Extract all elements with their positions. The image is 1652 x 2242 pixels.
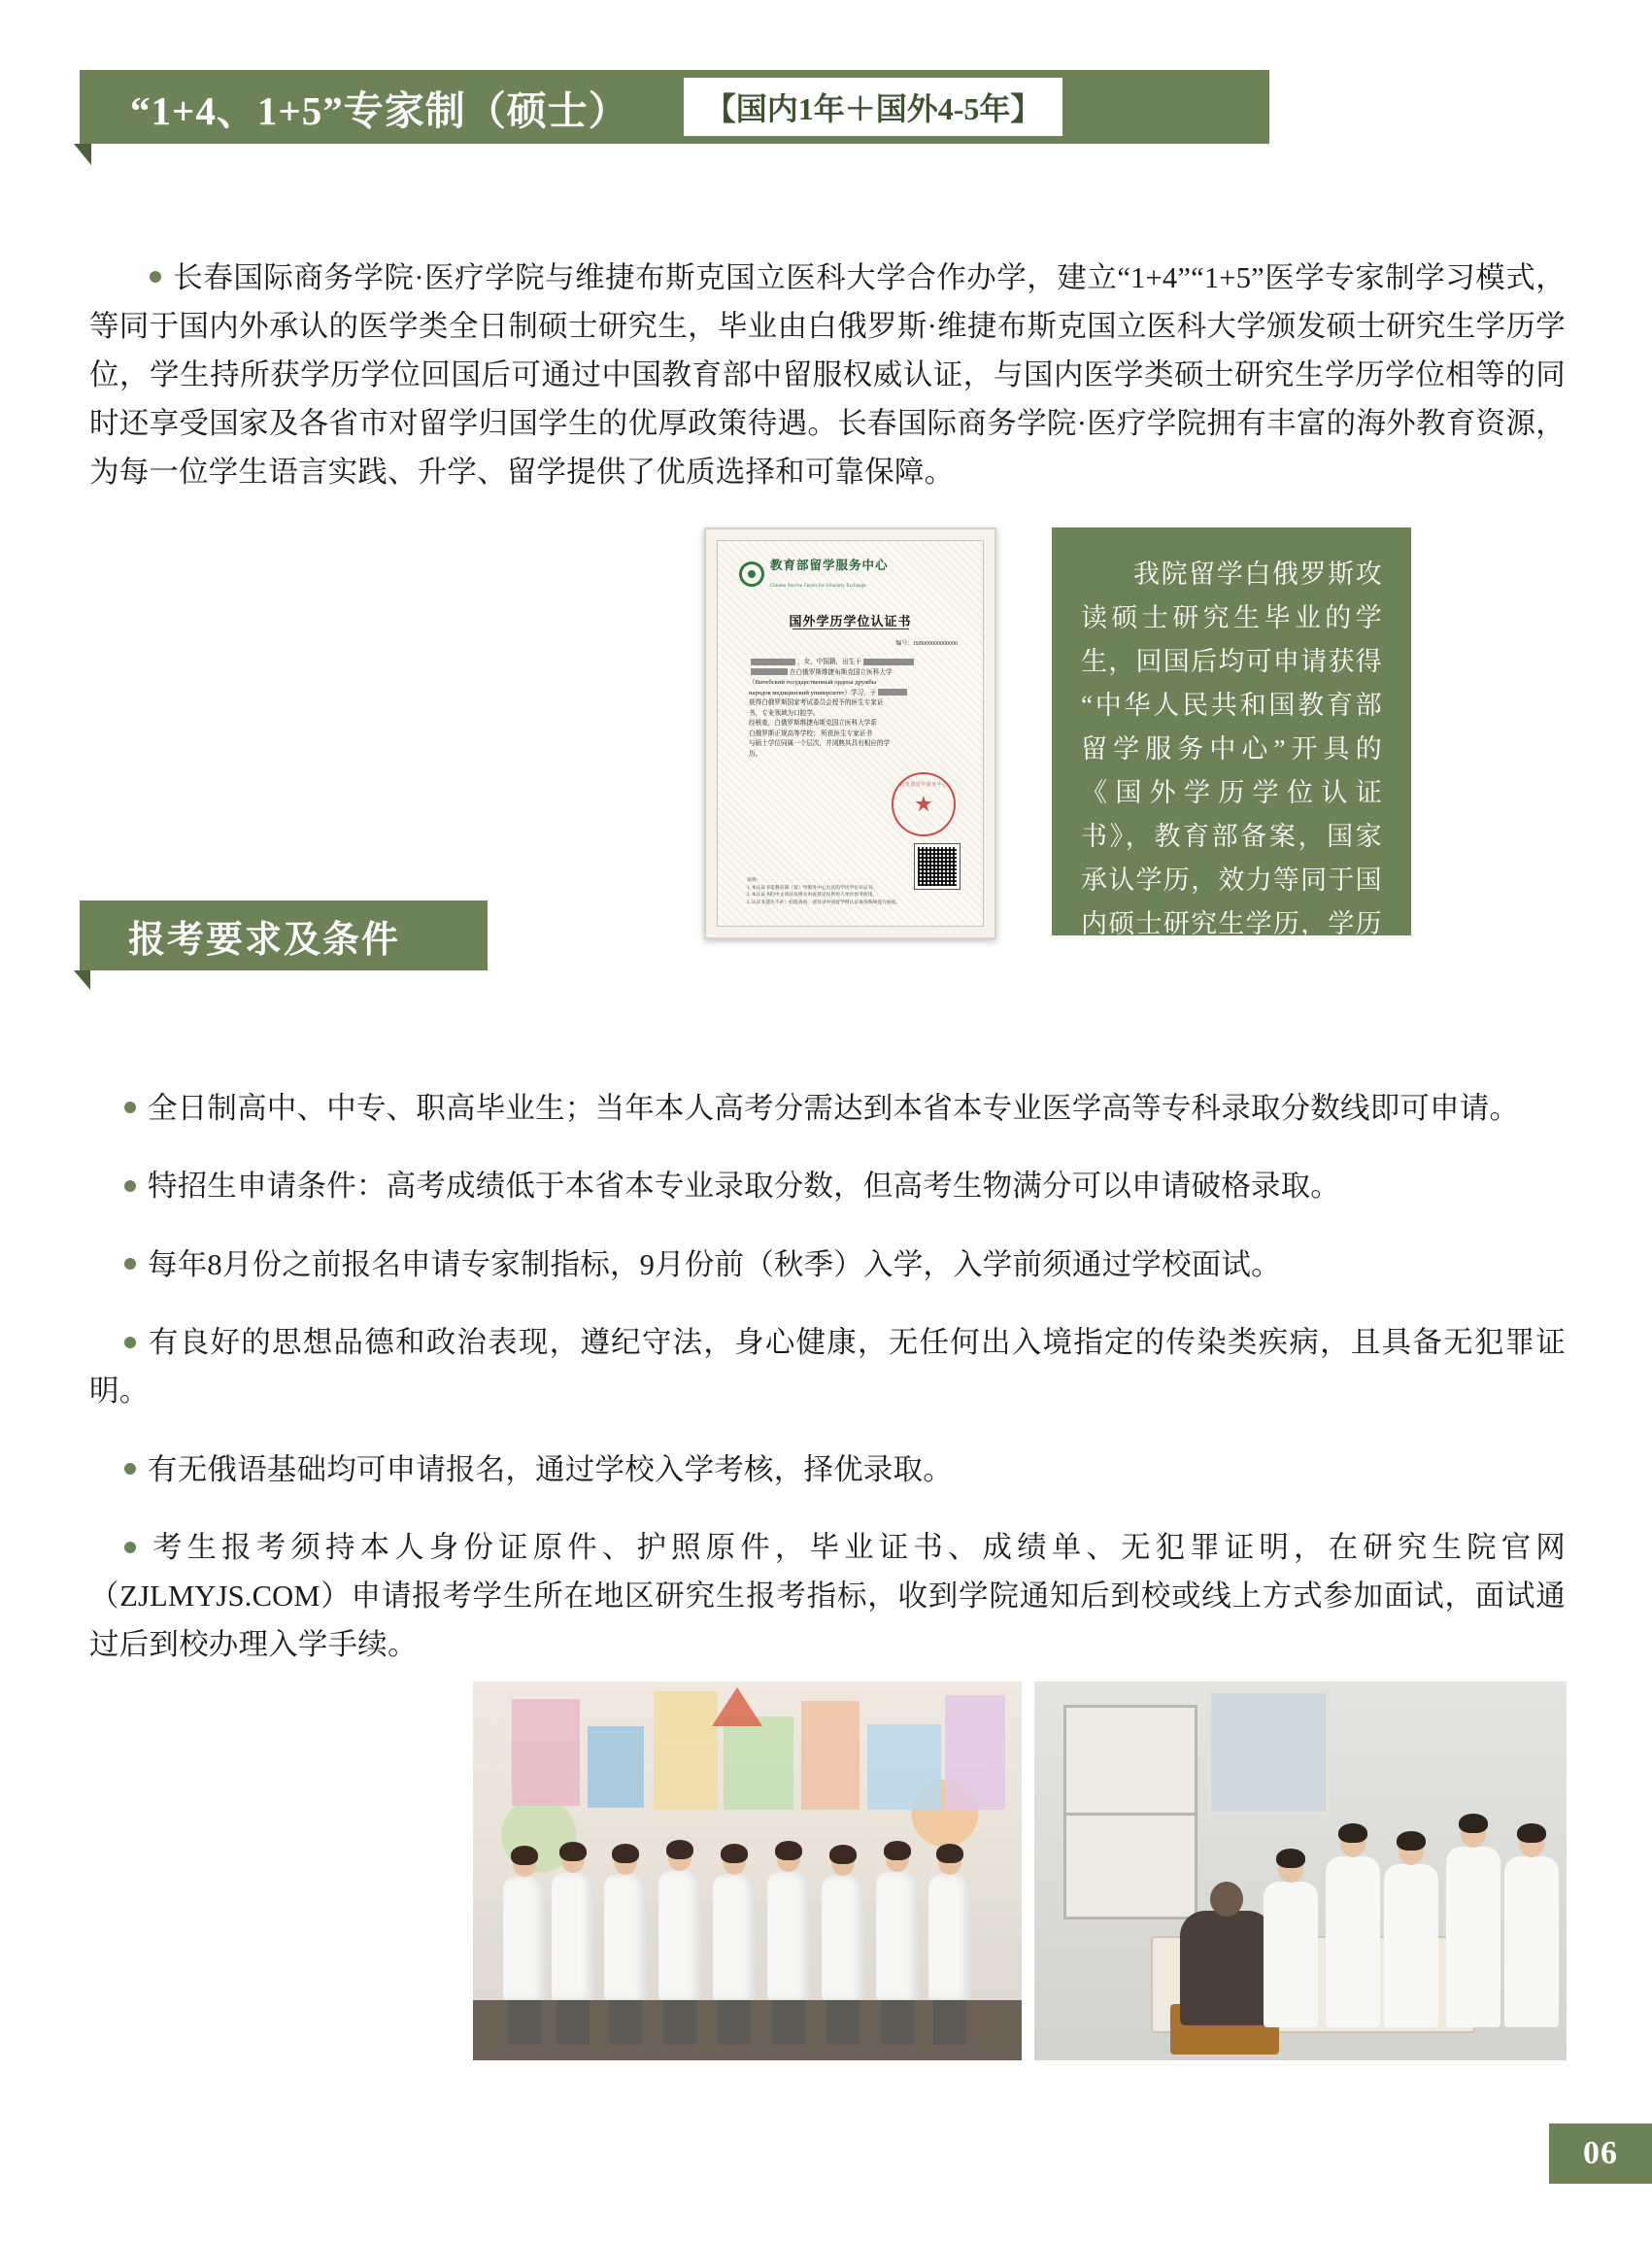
intro-paragraph-text: 长春国际商务学院·医疗学院与维捷布斯克国立医科大学合作办学，建立“1+4”“1+5”医学专家制学习模式，等同于国内外承认的医学类全日制硕士研究生，毕业由白俄罗斯·维捷布斯克国立医科大学颁发硕士研究生学历学位，学生持所获学历学位回国后可通过中国教育部中留服权威认证，与国内医学类硕士研究生学历学位相等的同时还享受国家及各省市对留学归国学生的优厚政策待遇。长春国际商务学院·医疗学院拥有丰富的海外教育资源，为每一位学生语言实践、升学、留学提供了优质选择和可靠保障。 xyxy=(89,260,1566,489)
redaction-bar xyxy=(878,689,907,696)
section-banner-requirements xyxy=(80,900,488,970)
certificate-body-line-3: народов медицинский университет）学习，于 xyxy=(749,689,877,696)
banner-fold-decoration xyxy=(74,144,91,165)
header-banner xyxy=(80,70,1269,144)
list-item xyxy=(89,1445,1566,1494)
person-white-coat xyxy=(1446,1847,1500,2027)
intro-paragraph xyxy=(89,254,1566,496)
list-item xyxy=(89,1523,1566,1669)
list-item-text: 考生报考须持本人身份证原件、护照原件，毕业证书、成绩单、无犯罪证明，在研究生院官网（ZJLMYJS.COM）申请报考学生所在地区研究生报考指标，收到学院通知后到校或线上方式参加面试，面试通过后到校办理入学手续。 xyxy=(89,1531,1566,1661)
mural-shape xyxy=(945,1695,1005,1810)
page-title: “1+4、1+5”专家制（硕士） xyxy=(130,87,629,133)
seal-text: 教育部留学服务中心 xyxy=(899,783,948,788)
intro-block xyxy=(89,223,1566,526)
cssc-logo-en: Chinese Service Center for Scholarly Exchange xyxy=(770,584,866,589)
highlight-note-text: 我院留学白俄罗斯攻读硕士研究生毕业的学生，回国后均可申请获得“中华人民共和国教育部留学服务中心”开具的《国外学历学位认证书》，教育部备案，国家承认学历，效力等同于国内硕士研究生学历，学历含金量高! xyxy=(1081,560,1382,982)
requirements-list xyxy=(89,1054,1566,1694)
certificate-body-line-8: 与硕士学位同属一个层次，并浏熟其具有相应的学 xyxy=(749,740,891,747)
person-white-coat xyxy=(928,1874,971,2000)
list-item-text: 每年8月份之前报名申请专家制指标，9月份前（秋季）入学，入学前须通过学校面试。 xyxy=(148,1247,1281,1281)
star-icon: ★ xyxy=(915,795,932,814)
certificate-title: 国外学历学位认证书 xyxy=(789,614,912,628)
certificate-footnote-0: 说明： xyxy=(747,878,761,883)
certificate-body xyxy=(749,658,954,760)
window-decoration xyxy=(1207,1689,1330,1816)
list-item-text: 全日制高中、中专、职高毕业生；当年本人高考分需达到本省本专业医学高等专科录取分数线即可申请。 xyxy=(148,1091,1520,1125)
bullet-icon xyxy=(124,1258,136,1270)
section-banner-fold-decoration xyxy=(74,970,90,990)
certificate-footnote-1: 1. 本认证书是教育部（留）学服务中心出具的学历学位认证书。 xyxy=(747,885,878,891)
certificate-footnotes xyxy=(747,877,954,906)
certificate-body-line-5: 书，专业领域为口腔学。 xyxy=(749,709,820,717)
mural-shape xyxy=(867,1724,941,1810)
certificate-body-line-2: （Витебский государственный ордена дружбы xyxy=(749,679,877,686)
official-seal-icon xyxy=(892,772,956,836)
photo-doctors-table xyxy=(1034,1682,1567,2060)
certificate-inner-frame xyxy=(717,540,984,927)
person-white-coat xyxy=(604,1874,647,2000)
mural-shape xyxy=(512,1699,580,1806)
certificate-body-line-1: 在白俄罗斯维捷布斯克国立医科大学 xyxy=(790,668,893,676)
mural-shape xyxy=(654,1691,718,1810)
person-white-coat xyxy=(1326,1856,1380,2027)
certificate-body-line-4: 获得白俄罗斯国家考试委员会授予的医生专家证 xyxy=(749,699,884,706)
bullet-icon xyxy=(124,1542,136,1553)
photo-students-group xyxy=(473,1682,1022,2060)
person-seated xyxy=(1180,1911,1273,2025)
list-item-text: 有无俄语基础均可申请报名，通过学校入学考核，择优录取。 xyxy=(148,1452,953,1486)
redaction-bar xyxy=(751,668,788,675)
redaction-bar xyxy=(863,659,914,665)
bullet-icon xyxy=(124,1463,136,1475)
mural-shape xyxy=(801,1701,860,1810)
cssc-logo xyxy=(739,557,889,592)
cssc-logo-icon xyxy=(739,561,764,587)
person-white-coat xyxy=(713,1874,756,2000)
certificate-image xyxy=(704,527,996,939)
person-white-coat xyxy=(1264,1882,1318,2027)
certificate-footnote-3: 3. 认证书遗失不补；如需查询，请登录中国留学网认证查询系统进行核验。 xyxy=(747,900,901,905)
person-white-coat xyxy=(503,1876,546,2000)
person-white-coat xyxy=(1504,1856,1559,2027)
mural-triangle xyxy=(712,1687,762,1726)
certificate-title-underline xyxy=(792,628,909,629)
certificate-footnote-2: 2. 本认证书的中文译法及相关审查意见仅供用人单位参考使用。 xyxy=(747,893,878,898)
section-title: 报考要求及条件 xyxy=(128,919,401,961)
cssc-logo-cn: 教育部留学服务中心 xyxy=(770,559,889,572)
person-white-coat xyxy=(1384,1864,1438,2027)
certificate-body-line-0: ，女，中国籍，出生于 xyxy=(797,659,861,665)
person-white-coat xyxy=(876,1871,919,2000)
list-item xyxy=(89,1162,1566,1210)
person-white-coat xyxy=(767,1871,810,2000)
certificate-body-line-6: 经核查，白俄罗斯维捷布斯克国立医科大学系 xyxy=(749,720,877,727)
header-subtitle-badge: 【国内1年＋国外4-5年】 xyxy=(684,78,1063,136)
highlight-note-box xyxy=(1052,527,1411,982)
bullet-icon xyxy=(150,271,161,283)
certificate-body-line-9: 历。 xyxy=(749,750,762,758)
cabinet-divider xyxy=(1066,1813,1195,1816)
bullet-icon xyxy=(124,1180,136,1192)
bullet-icon xyxy=(124,1337,136,1348)
list-item xyxy=(89,1084,1566,1133)
bullet-icon xyxy=(124,1102,136,1113)
person-white-coat xyxy=(552,1872,594,2000)
redaction-bar xyxy=(751,659,795,665)
list-item xyxy=(89,1318,1566,1415)
certificate-body-line-7: 白俄罗斯正规高等学校； 所获医生专家证书 xyxy=(749,730,872,737)
page-number: 06 xyxy=(1549,2123,1652,2184)
mural-shape xyxy=(588,1726,644,1808)
person-white-coat xyxy=(658,1870,701,2000)
cabinet-decoration xyxy=(1063,1705,1197,1919)
certificate-number: 编号：JSB000000000000 xyxy=(895,641,958,647)
mural-shape xyxy=(724,1716,793,1810)
list-item-text: 特招生申请条件：高考成绩低于本省本专业录取分数，但高考生物满分可以申请破格录取。 xyxy=(148,1170,1340,1203)
person-white-coat xyxy=(822,1875,864,2000)
list-item-text: 有良好的思想品德和政治表现，遵纪守法，身心健康，无任何出入境指定的传染类疾病，且具备无犯罪证明。 xyxy=(89,1326,1566,1408)
list-item xyxy=(89,1240,1566,1289)
